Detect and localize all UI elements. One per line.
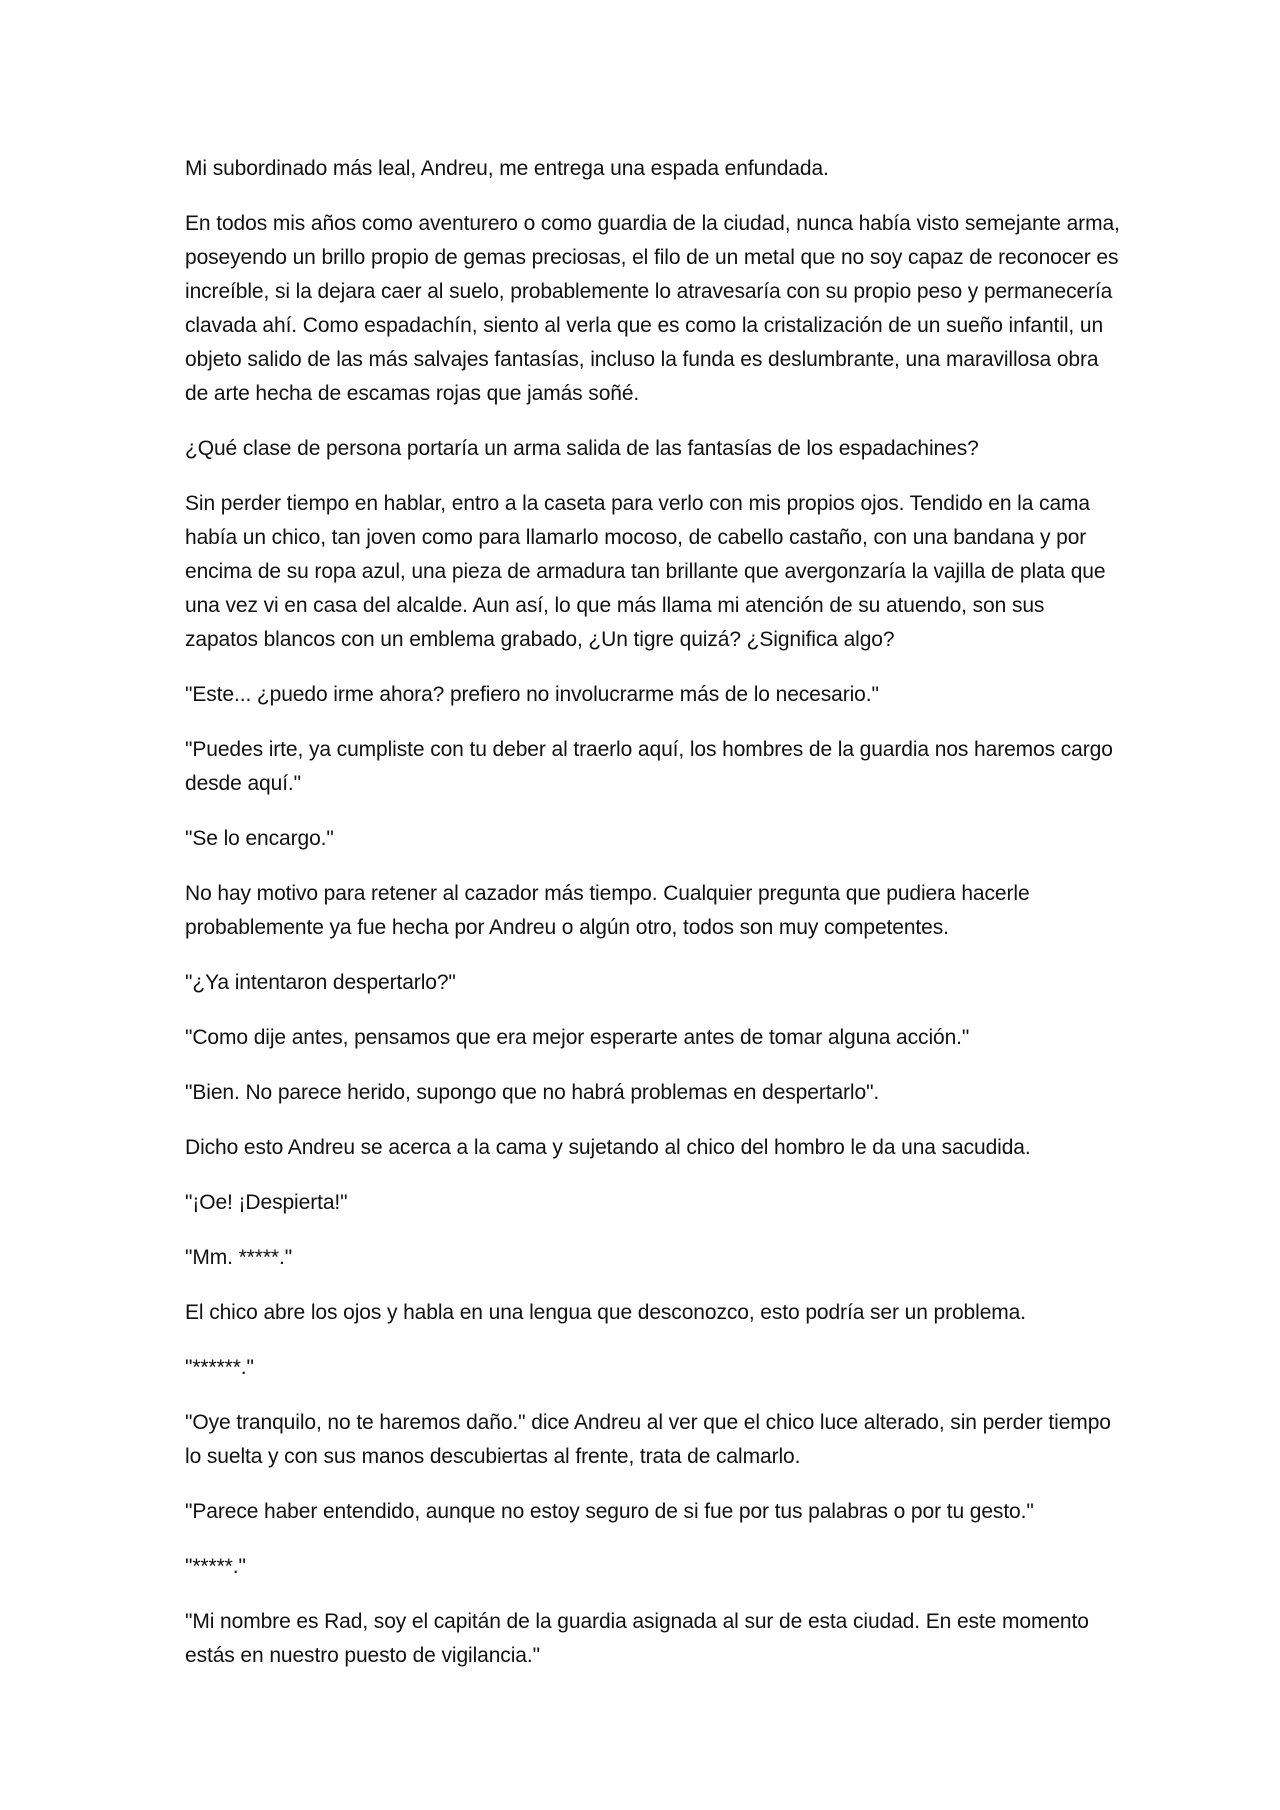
document-body [185,152,1120,1694]
paragraph: ¿Qué clase de persona portaría un arma salida de las fantasías de los espadachines? [185,437,979,460]
paragraph: "Parece haber entendido, aunque no estoy seguro de si fue por tus palabras o por tu gesto." [185,1500,1034,1523]
paragraph: "******." [185,1356,254,1379]
paragraph: "Oye tranquilo, no te haremos daño." dice Andreu al ver que el chico luce alterado, sin perder tiempo lo suelta y con sus manos descubiertas al frente, trata de calmarlo. [185,1411,1111,1468]
paragraph: No hay motivo para retener al cazador más tiempo. Cualquier pregunta que pudiera hacerle probablemente ya fue hecha por Andreu o algún otro, todos son muy competentes. [185,882,1030,939]
paragraph: "*****." [185,1555,246,1578]
paragraph: Sin perder tiempo en hablar, entro a la caseta para verlo con mis propios ojos. Tendido en la cama había un chico, tan joven como para llamarlo mocoso, de cabello castaño, con una bandana y por encima de su ropa azul, una pieza de armadura tan brillante que avergonzaría la vajilla de plata que una vez vi en casa del alcalde. Aun así, lo que más llama mi atención de su atuendo, son sus zapatos blancos con un emblema grabado, ¿Un tigre quizá? ¿Significa algo? [185,492,1106,651]
paragraph: "Mi nombre es Rad, soy el capitán de la guardia asignada al sur de esta ciudad. En este momento estás en nuestro puesto de vigilancia." [185,1610,1089,1667]
paragraph: "Se lo encargo." [185,827,334,850]
paragraph: Mi subordinado más leal, Andreu, me entrega una espada enfundada. [185,157,829,180]
paragraph: "Este... ¿puedo irme ahora? prefiero no involucrarme más de lo necesario." [185,683,879,706]
paragraph: "Mm. *****." [185,1246,293,1269]
paragraph: "¡Oe! ¡Despierta!" [185,1191,348,1214]
paragraph: Dicho esto Andreu se acerca a la cama y sujetando al chico del hombro le da una sacudida. [185,1136,1031,1159]
paragraph: "Como dije antes, pensamos que era mejor esperarte antes de tomar alguna acción." [185,1026,970,1049]
paragraph: "Bien. No parece herido, supongo que no habrá problemas en despertarlo". [185,1081,880,1104]
paragraph: En todos mis años como aventurero o como guardia de la ciudad, nunca había visto semejante arma, poseyendo un brillo propio de gemas preciosas, el filo de un metal que no soy capaz de reconocer es increíble, si la dejara caer al suelo, probablemente lo atravesaría con su propio peso y permanecería clavada ahí. Como espadachín, siento al verla que es como la cristalización de un sueño infantil, un objeto salido de las más salvajes fantasías, incluso la funda es deslumbrante, una maravillosa obra de arte hecha de escamas rojas que jamás soñé. [185,212,1120,405]
paragraph: El chico abre los ojos y habla en una lengua que desconozco, esto podría ser un problema. [185,1301,1026,1324]
paragraph: "Puedes irte, ya cumpliste con tu deber al traerlo aquí, los hombres de la guardia nos haremos cargo desde aquí." [185,738,1113,795]
paragraph: "¿Ya intentaron despertarlo?" [185,971,456,994]
